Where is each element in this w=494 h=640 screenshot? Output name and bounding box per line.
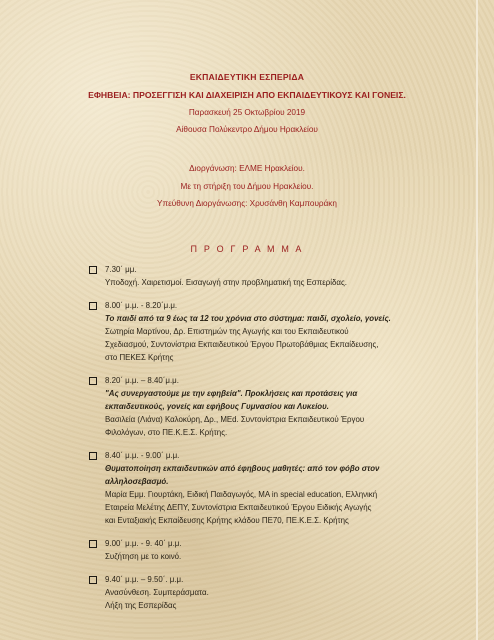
program-item-time: 9.40΄ μ.μ. – 9.50΄. μ.μ. xyxy=(105,575,184,584)
checkbox-bullet-icon xyxy=(89,540,97,548)
program-item-title-line: Θυματοποίηση εκπαιδευτικών από έφηβους μαθητές: από τον φόβο στον xyxy=(105,464,380,473)
program-item-description xyxy=(105,586,468,612)
program-item-description-line: Βασιλεία (Λιάνα) Καλοκύρη, Δρ., MEd. Συντονίστρια Εκπαιδευτικού Έργου xyxy=(105,415,365,424)
program-item-description-line: Μαρία Εμμ. Γιουρτάκη, Ειδική Παιδαγωγός, MA in special education, Ελληνική xyxy=(105,490,378,499)
program-item xyxy=(86,374,468,439)
checkbox-bullet-icon xyxy=(89,377,97,385)
checkbox-bullet-icon xyxy=(89,576,97,584)
program-item-description-line: και Ενταξιακής Εκπαίδευσης Κρήτης κλάδου ΠΕ70, ΠΕ.Κ.Ε.Σ. Κρήτης xyxy=(105,516,349,525)
checkbox-bullet-icon xyxy=(89,452,97,460)
program-list xyxy=(86,263,468,622)
program-item-description-line: Συζήτηση με το κοινό. xyxy=(105,552,182,561)
event-venue: Αίθουσα Πολύκεντρο Δήμου Ηρακλείου xyxy=(176,125,318,134)
program-item-description xyxy=(105,550,468,563)
program-item-time: 8.00΄ μ.μ. - 8.20΄μ.μ. xyxy=(105,301,178,310)
program-item-description-line: Σχεδιασμού, Συντονίστρια Εκπαιδευτικού Έργου Πρωτοβάθμιας Εκπαίδευσης, xyxy=(105,340,379,349)
program-item-description-line: Υποδοχή. Χαιρετισμοί. Εισαγωγή στην προβληματική της Εσπερίδας. xyxy=(105,278,347,287)
checkbox-bullet-icon xyxy=(89,266,97,274)
program-item-description-line: στο ΠΕΚΕΣ Κρήτης xyxy=(105,353,174,362)
program-item-description-line: Σωτηρία Μαρτίνου, Δρ. Επιστημών της Αγωγής και του Εκπαιδευτικού xyxy=(105,327,349,336)
program-item xyxy=(86,573,468,612)
program-item-time: 9.00΄ μ.μ. - 9. 40΄ μ.μ. xyxy=(105,539,182,548)
event-subtitle: ΕΦΗΒΕΙΑ: ΠΡΟΣΕΓΓΙΣΗ ΚΑΙ ΔΙΑΧΕΙΡΙΣΗ ΑΠΟ ΕΚΠΑΙΔΕΥΤΙΚΟΥΣ ΚΑΙ ΓΟΝΕΙΣ. xyxy=(88,90,406,100)
program-item-description-line: Λήξη της Εσπερίδας xyxy=(105,601,177,610)
program-item-description xyxy=(105,325,468,364)
program-item-description xyxy=(105,276,468,289)
event-responsible: Υπεύθυνη Διοργάνωσης: Χρυσάνθη Καμπουράκη xyxy=(157,199,337,208)
program-item-title-line: Το παιδί από τα 9 έως τα 12 του χρόνια στο σύστημα: παιδί, σχολείο, γονείς. xyxy=(105,314,391,323)
program-item-time: 8.40΄ μ.μ. - 9.00΄ μ.μ. xyxy=(105,451,180,460)
program-item xyxy=(86,449,468,527)
event-date: Παρασκευή 25 Οκτωβρίου 2019 xyxy=(188,108,306,117)
event-support: Με τη στήριξη του Δήμου Ηρακλείου. xyxy=(180,182,314,191)
program-item-title-line: αλληλοσεβασμό. xyxy=(105,477,169,486)
program-item xyxy=(86,537,468,563)
program-item xyxy=(86,299,468,364)
program-item-title xyxy=(105,387,468,413)
program-item-title-line: "Ας συνεργαστούμε με την εφηβεία". Προκλήσεις και προτάσεις για xyxy=(105,389,358,398)
program-item-title-line: εκπαιδευτικούς, γονείς και εφήβους Γυμνασίου και Λυκείου. xyxy=(105,402,329,411)
program-item-time: 7.30΄ μμ. xyxy=(105,265,137,274)
program-item-title xyxy=(105,462,468,488)
program-item-description-line: Φιλολόγων, στο ΠΕ.Κ.Ε.Σ. Κρήτης. xyxy=(105,428,228,437)
program-item-description xyxy=(105,413,468,439)
program-heading: Π Ρ Ο Γ Ρ Α Μ Μ Α xyxy=(190,244,304,254)
program-item-description-line: Εταιρεία Μελέτης ΔΕΠΥ, Συντονίστρια Εκπαιδευτικού Έργου Ειδικής Αγωγής xyxy=(105,503,372,512)
program-item-title xyxy=(105,312,468,325)
event-title: ΕΚΠΑΙΔΕΥΤΙΚΗ ΕΣΠΕΡΙΔΑ xyxy=(189,72,305,82)
program-item xyxy=(86,263,468,289)
event-organizer: Διοργάνωση: ΕΛΜΕ Ηρακλείου. xyxy=(189,164,305,173)
program-item-time: 8.20΄ μ.μ. – 8.40΄μ.μ. xyxy=(105,376,179,385)
checkbox-bullet-icon xyxy=(89,302,97,310)
program-item-description xyxy=(105,488,468,527)
program-item-description-line: Ανασύνθεση. Συμπεράσματα. xyxy=(105,588,209,597)
